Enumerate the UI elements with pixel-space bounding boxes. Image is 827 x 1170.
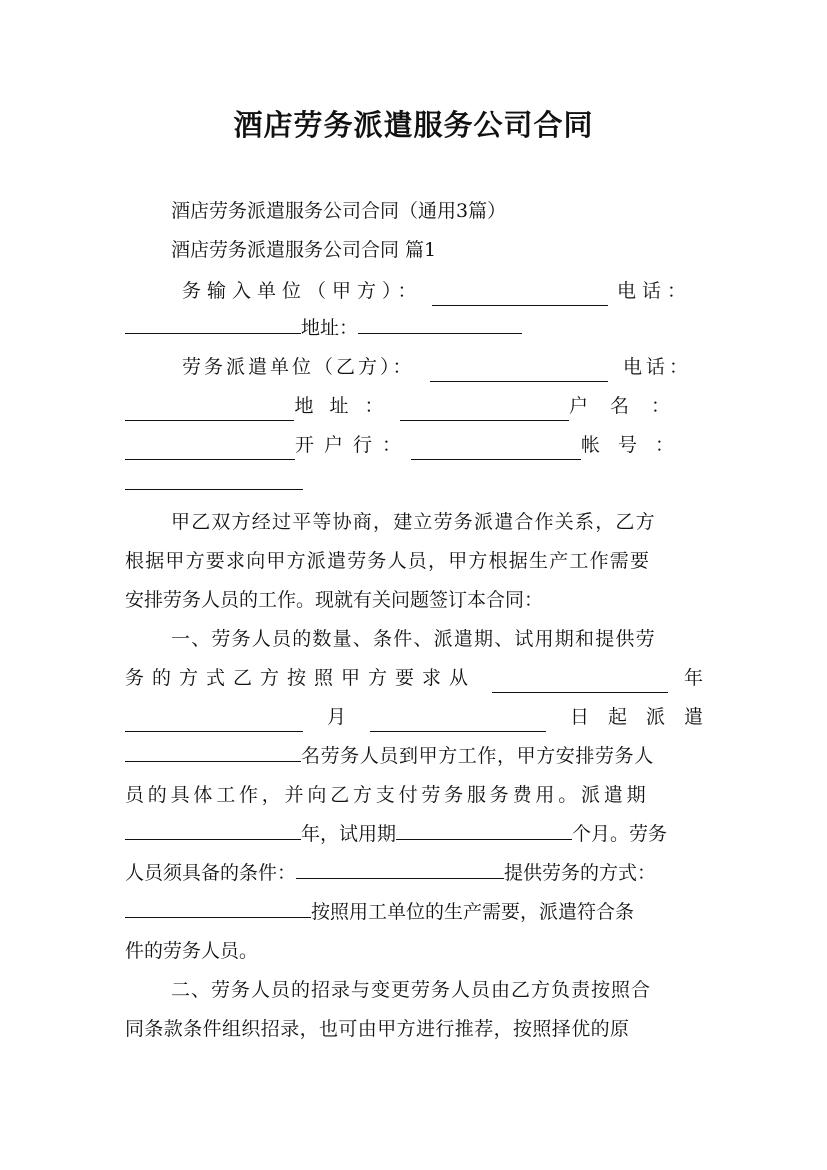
party-b-address-row xyxy=(125,391,692,421)
party-b-address-label: 地址： xyxy=(294,395,400,417)
party-b-account-name-label: 户名： xyxy=(568,395,692,417)
intro-line-2: 根据甲方要求向甲方派遣劳务人员，甲方根据生产工作需要 xyxy=(125,550,651,572)
party-a-address-row xyxy=(125,313,522,343)
party-a-address-label: 地址： xyxy=(301,317,359,339)
section1-day-start-blank xyxy=(370,711,546,732)
section1-line-6 xyxy=(125,819,667,849)
section1-line-4 xyxy=(125,741,654,771)
section1-month-start-blank xyxy=(125,711,303,732)
party-b-bank-row xyxy=(125,430,692,460)
section1-conditions-blank xyxy=(296,858,504,879)
section1-count-text: 名劳务人员到甲方工作，甲方安排劳务人 xyxy=(301,745,654,767)
party-a-label: 务输入单位（甲方）： xyxy=(182,280,423,302)
intro-line-3: 安排劳务人员的工作。现就有关问题签订本合同： xyxy=(125,589,544,611)
party-b-phone-label: 电话： xyxy=(622,356,692,378)
section1-line-3 xyxy=(125,702,722,732)
party-b-bank-label: 开户行： xyxy=(294,434,411,456)
party-b-label: 劳务派遣单位（乙方）： xyxy=(182,356,415,378)
section1-line-5: 员的具体工作，并向乙方支付劳务服务费用。派遣期 xyxy=(125,784,650,806)
section1-probation-month-label: 个月。劳务 xyxy=(572,823,668,845)
party-b-account-name-blank xyxy=(125,439,295,460)
section1-from-label: 务的方式乙方按照甲方要求从 xyxy=(125,667,477,689)
section2-line-2: 同条款条件组织招录，也可由甲方进行推荐，按照择优的原 xyxy=(125,1018,630,1040)
intro-line-1: 甲乙双方经过平等协商，建立劳务派遣合作关系，乙方 xyxy=(171,511,656,533)
party-b-bank-blank xyxy=(411,439,581,460)
party-a-address-blank xyxy=(358,313,522,334)
subtitle-part-1: 酒店劳务派遣服务公司合同 篇1 xyxy=(171,239,437,261)
section1-month-label: 月 xyxy=(326,706,346,728)
section2-line-1: 二、劳务人员的招录与变更劳务人员由乙方负责按照合 xyxy=(171,979,652,1001)
party-b-address-blank xyxy=(400,400,569,421)
section1-line-1: 一、劳务人员的数量、条件、派遣期、试用期和提供劳 xyxy=(171,628,656,650)
section1-line-8 xyxy=(125,897,634,927)
section1-year-blank xyxy=(492,672,668,693)
party-b-name-blank xyxy=(430,361,608,382)
document-title: 酒店劳务派遣服务公司合同 xyxy=(233,108,594,142)
section1-method-label: 提供劳务的方式： xyxy=(504,862,657,884)
section1-method-text: 按照用工单位的生产需要，派遣符合条 xyxy=(311,901,635,923)
section1-year-label: 年 xyxy=(683,667,703,689)
party-a-row xyxy=(182,276,692,306)
party-b-phone-blank xyxy=(125,400,294,421)
subtitle-collection: 酒店劳务派遣服务公司合同（通用3篇） xyxy=(171,200,507,222)
party-a-phone-blank xyxy=(125,313,301,334)
party-b-row xyxy=(182,352,692,382)
party-a-name-blank xyxy=(432,285,608,306)
section1-line-2 xyxy=(125,663,703,693)
section1-probation-blank xyxy=(396,819,572,840)
section1-line-7 xyxy=(125,858,656,888)
section1-conditions-label: 人员须具备的条件： xyxy=(125,862,297,884)
section1-probation-label: 年，试用期 xyxy=(301,823,397,845)
section1-count-blank xyxy=(125,741,301,762)
party-b-account-no-row xyxy=(125,469,303,499)
section1-line-9: 件的劳务人员。 xyxy=(125,940,259,962)
section1-day-start-label: 日起派遣 xyxy=(569,706,722,728)
party-b-account-no-blank xyxy=(125,469,303,490)
party-a-phone-label: 电话： xyxy=(616,280,692,302)
section1-method-blank xyxy=(125,897,311,918)
section1-period-blank xyxy=(125,819,301,840)
party-b-account-no-label: 帐号： xyxy=(580,434,692,456)
